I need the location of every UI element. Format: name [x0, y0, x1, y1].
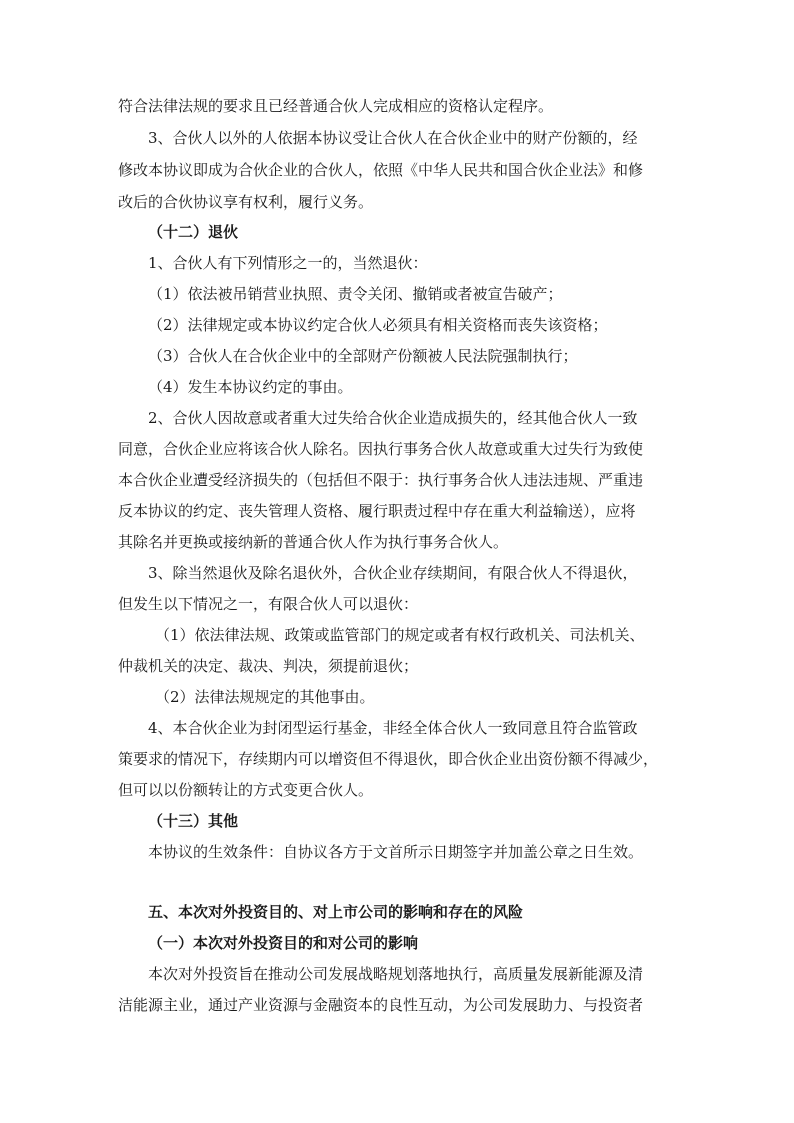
- list-item: （2）法律规定或本协议约定合伙人必须具有相关资格而丧失该资格；: [148, 316, 608, 334]
- paragraph-line: 3、除当然退伙及除名退伙外，合伙企业存续期间，有限合伙人不得退伙，: [148, 564, 638, 582]
- list-item: （1）依法被吊销营业执照、责令关闭、撤销或者被宣告破产；: [148, 285, 563, 303]
- list-item: （1）依法律法规、政策或监管部门的规定或者有权行政机关、司法机关、: [155, 626, 645, 644]
- paragraph-line: 2、合伙人因故意或者重大过失给合伙企业造成损失的，经其他合伙人一致: [148, 409, 638, 427]
- list-item: （2）法律法规规定的其他事由。: [155, 688, 375, 706]
- paragraph-line: 本次对外投资旨在推动公司发展战略规划落地执行，高质量发展新能源及清: [148, 965, 644, 983]
- paragraph-line: 改后的合伙协议享有权利，履行义务。: [118, 193, 374, 211]
- paragraph-line: 但发生以下情况之一，有限合伙人可以退伙：: [118, 595, 419, 613]
- paragraph-line: 仲裁机关的决定、裁决、判决，须提前退伙；: [118, 657, 419, 675]
- paragraph-line: 符合法律法规的要求且已经普通合伙人完成相应的资格认定程序。: [118, 97, 554, 115]
- paragraph-line: 3、合伙人以外的人依据本协议受让合伙人在合伙企业中的财产份额的，经: [148, 129, 638, 147]
- paragraph-line: 但可以以份额转让的方式变更合伙人。: [118, 781, 374, 799]
- paragraph-line: 本协议的生效条件：自协议各方于文首所示日期签字并加盖公章之日生效。: [148, 843, 644, 861]
- paragraph-line: 本合伙企业遭受经济损失的（包括但不限于：执行事务合伙人违法违规、严重违: [118, 471, 644, 489]
- paragraph-line: 同意，合伙企业应将该合伙人除名。因执行事务合伙人故意或重大过失行为致使: [118, 440, 644, 458]
- section-heading: （十二）退伙: [148, 223, 239, 241]
- paragraph-line: 4、本合伙企业为封闭型运行基金，非经全体合伙人一致同意且符合监管政: [148, 719, 638, 737]
- paragraph-line: 洁能源主业，通过产业资源与金融资本的良性互动，为公司发展助力、与投资者: [118, 996, 644, 1014]
- section-heading: （一）本次对外投资目的和对公司的影响: [148, 934, 419, 952]
- list-item: （4）发生本协议约定的事由。: [148, 378, 353, 396]
- chapter-heading: 五、本次对外投资目的、对上市公司的影响和存在的风险: [148, 903, 524, 921]
- paragraph-line: 策要求的情况下，存续期内可以增资但不得退伙，即合伙企业出资份额不得减少，: [118, 750, 659, 768]
- paragraph-line: 反本协议的约定、丧失管理人资格、履行职责过程中存在重大利益输送），应将: [118, 502, 636, 520]
- paragraph-line: 其除名并更换或接纳新的普通合伙人作为执行事务合伙人。: [118, 533, 509, 551]
- list-item: （3）合伙人在合伙企业中的全部财产份额被人民法院强制执行；: [148, 347, 578, 365]
- paragraph-line: 1、合伙人有下列情形之一的，当然退伙：: [148, 254, 428, 272]
- paragraph-line: 修改本协议即成为合伙企业的合伙人，依照《中华人民共和国合伙企业法》和修: [118, 161, 644, 179]
- section-heading: （十三）其他: [148, 812, 239, 830]
